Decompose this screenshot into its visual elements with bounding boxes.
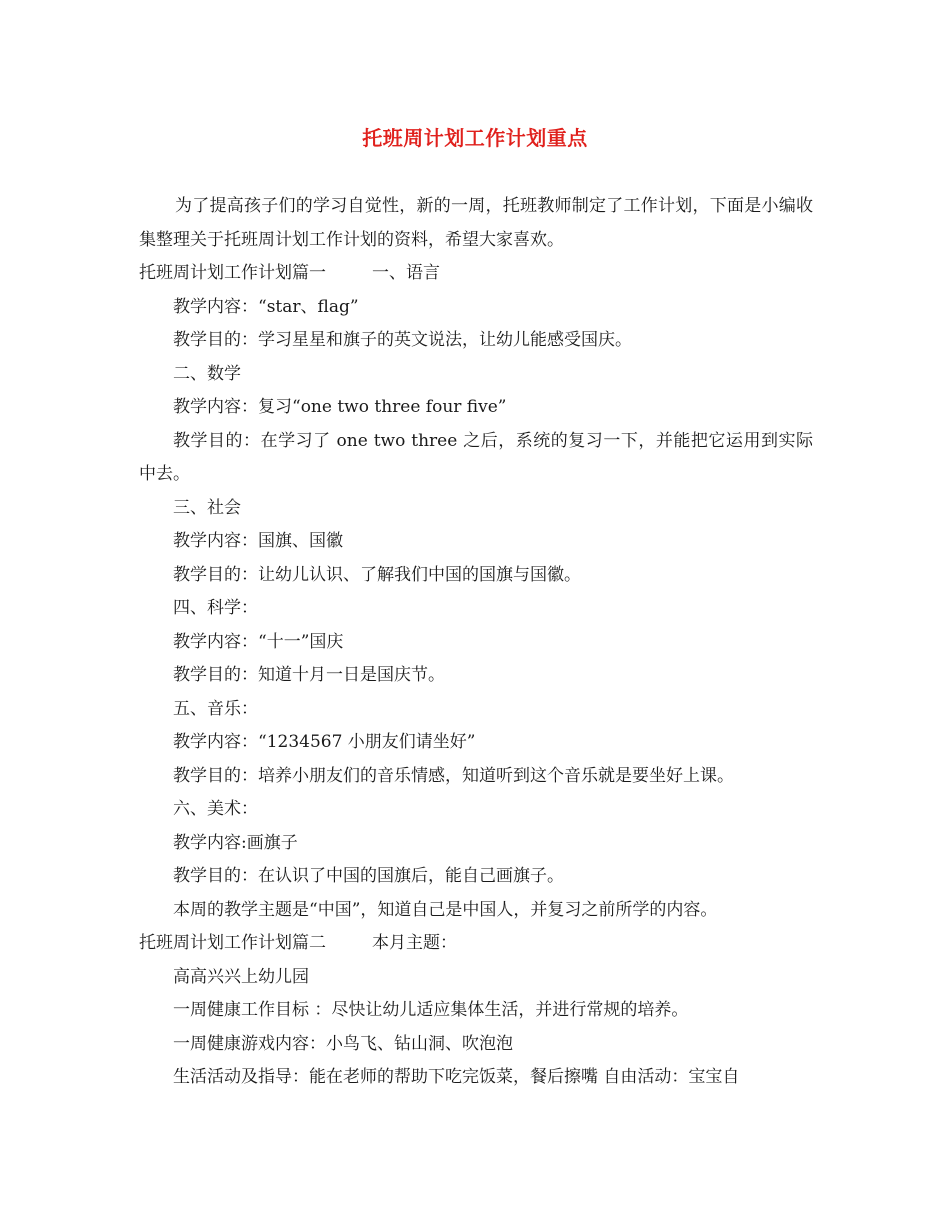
section1-line-10: 教学内容：“十一”国庆 (173, 631, 344, 652)
section1-heading-line (139, 257, 813, 291)
section1-line-8: 教学目的：让幼儿认识、了解我们中国的国旗与国徽。 (173, 564, 581, 585)
section1-line-6: 三、社会 (173, 497, 241, 518)
section1-heading: 托班周计划工作计划篇一 (139, 263, 326, 283)
section1-line-4: 教学内容：复习“one two three four five” (173, 397, 507, 417)
section1-line-5: 教学目的：在学习了 one two three 之后，系统的复习一下，并能把它运用到实际中去。 (139, 430, 813, 484)
section2-heading-line (139, 927, 813, 961)
section2-subheading: 本月主题： (372, 933, 457, 953)
section1-line-13: 教学内容：“1234567 小朋友们请坐好” (173, 732, 476, 752)
document-title: 托班周计划工作计划重点 (362, 126, 588, 150)
section1-line-14: 教学目的：培养小朋友们的音乐情感，知道听到这个音乐就是要坐好上课。 (173, 765, 734, 786)
section2-heading: 托班周计划工作计划篇二 (139, 933, 326, 953)
section1-line-16: 教学内容:画旗子 (173, 832, 298, 853)
section1-line-11: 教学目的：知道十月一日是国庆节。 (173, 665, 445, 685)
section1-subheading: 一、语言 (372, 263, 440, 283)
section1-line-12: 五、音乐： (173, 698, 258, 719)
section1-line-15: 六、美术： (173, 799, 258, 819)
section2-line-4: 生活活动及指导：能在老师的帮助下吃完饭菜，餐后擦嘴 自由活动：宝宝自 (173, 1067, 740, 1087)
section1-line-9: 四、科学： (173, 598, 258, 618)
section1-line-1: 教学内容：“star、flag” (173, 296, 359, 317)
section1-line-7: 教学内容：国旗、国徽 (173, 531, 343, 551)
section1-line-18: 本周的教学主题是“中国”，知道自己是中国人，并复习之前所学的内容。 (173, 899, 718, 920)
document-body (139, 190, 813, 1095)
section1-line-17: 教学目的：在认识了中国的国旗后，能自己画旗子。 (173, 866, 564, 886)
section1-line-3: 二、数学 (173, 363, 241, 384)
section2-line-1: 高高兴兴上幼儿园 (173, 966, 309, 987)
section2-line-2: 一周健康工作目标 ：尽快让幼儿适应集体生活，并进行常规的培养。 (173, 1000, 689, 1020)
section1-line-2: 教学目的：学习星星和旗子的英文说法，让幼儿能感受国庆。 (173, 330, 632, 350)
intro-paragraph: 为了提高孩子们的学习自觉性，新的一周，托班教师制定了工作计划，下面是小编收集整理关于托班周计划工作计划的资料，希望大家喜欢。 (139, 196, 813, 250)
section2-line-3: 一周健康游戏内容：小鸟飞、钻山洞、吹泡泡 (173, 1033, 513, 1054)
